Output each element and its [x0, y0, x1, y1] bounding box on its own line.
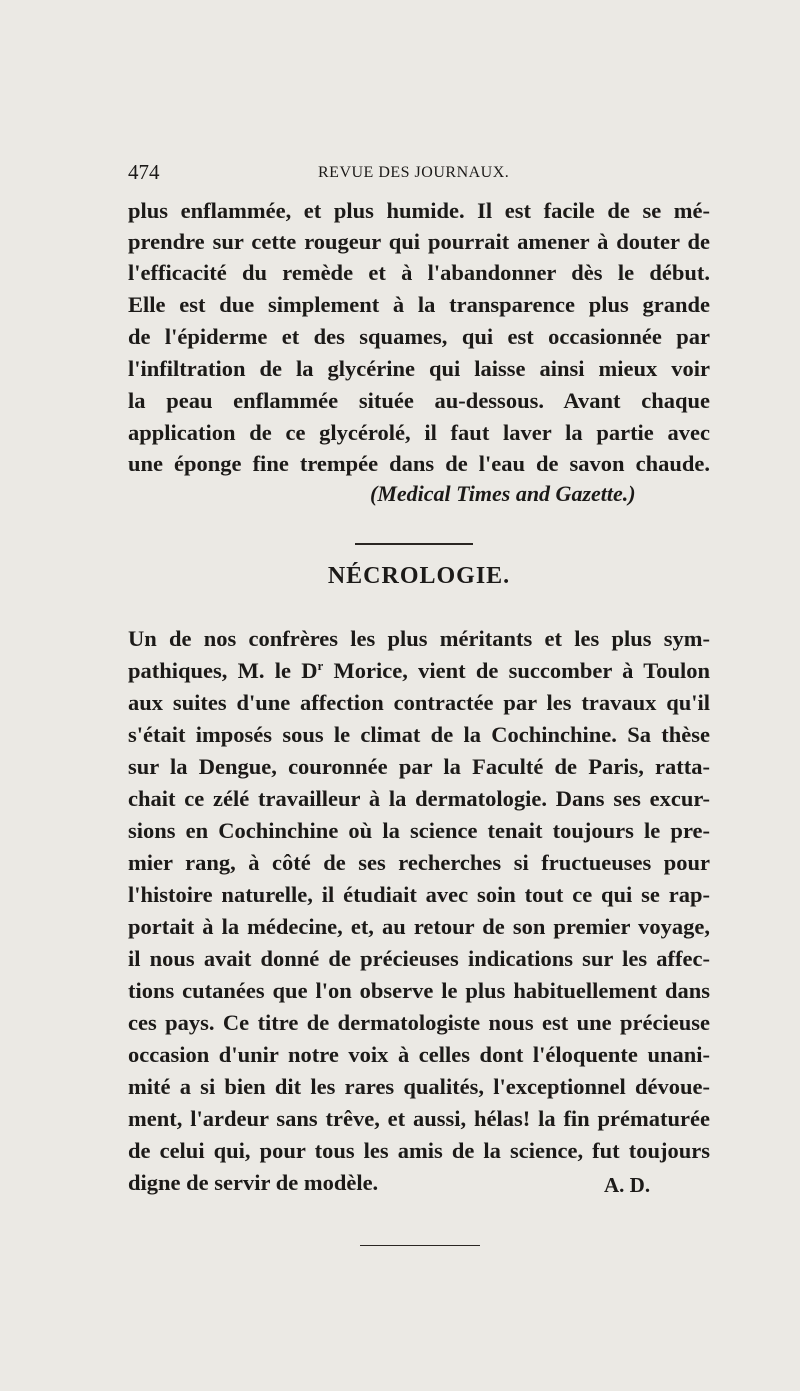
text-line: mité a si bien dit les rares qualités, l'exceptionnel dévoue- — [128, 1074, 710, 1099]
text-line: portait à la médecine, et, au retour de son premier voyage, — [128, 914, 710, 939]
text-line: occasion d'unir notre voix à celles dont l'éloquente unani- — [128, 1042, 710, 1067]
text-line: sions en Cochinchine où la science tenait toujours le pre- — [128, 818, 710, 843]
text-line: plus enflammée, et plus humide. Il est facile de se mé- — [128, 198, 710, 223]
text-line: aux suites d'une affection contractée par les travaux qu'il — [128, 690, 710, 715]
text-line: mier rang, à côté de ses recherches si fructueuses pour — [128, 850, 710, 875]
text-line: l'efficacité du remède et à l'abandonner dès le début. — [128, 260, 710, 285]
text-line: s'était imposés sous le climat de la Cochinchine. Sa thèse — [128, 722, 710, 747]
superscript: r — [317, 658, 324, 673]
text-line: la peau enflammée située au-dessous. Avant chaque — [128, 388, 710, 413]
running-head: REVUE DES JOURNAUX. — [318, 164, 510, 181]
text-line: digne de servir de modèle. — [128, 1170, 379, 1195]
divider-rule — [360, 1245, 480, 1246]
text-fragment: pathiques, M. le D — [128, 658, 318, 683]
text-line: chait ce zélé travailleur à la dermatologie. Dans ses excur- — [128, 786, 710, 811]
text-line: sur la Dengue, couronnée par la Faculté de Paris, ratta- — [128, 754, 710, 779]
text-line: ces pays. Ce titre de dermatologiste nous est une précieuse — [128, 1010, 710, 1035]
source-citation: (Medical Times and Gazette.) — [370, 481, 636, 506]
section-title: NÉCROLOGIE. — [327, 563, 511, 589]
text-line: ment, l'ardeur sans trêve, et aussi, hélas! la fin prématurée — [128, 1106, 710, 1131]
text-line: Elle est due simplement à la transparence plus grande — [128, 292, 710, 317]
text-line: application de ce glycérolé, il faut laver la partie avec — [128, 420, 710, 445]
text-line: l'histoire naturelle, il étudiait avec soin tout ce qui se rap- — [128, 882, 710, 907]
text-line: prendre sur cette rougeur qui pourrait amener à douter de — [128, 229, 710, 254]
text-line: de l'épiderme et des squames, qui est occasionnée par — [128, 324, 710, 349]
text-line: de celui qui, pour tous les amis de la science, fut toujours — [128, 1138, 710, 1163]
text-line: une éponge fine trempée dans de l'eau de savon chaude. — [128, 451, 710, 476]
divider-rule — [355, 543, 473, 545]
text-line — [128, 656, 710, 686]
signature: A. D. — [604, 1173, 651, 1197]
page-header — [128, 160, 710, 190]
text-fragment: Morice, vient de succomber à Toulon — [323, 658, 710, 683]
text-line: Un de nos confrères les plus méritants et les plus sym- — [128, 626, 710, 651]
page-number: 474 — [128, 160, 160, 184]
text-line: l'infiltration de la glycérine qui laisse ainsi mieux voir — [128, 356, 710, 381]
text-line: il nous avait donné de précieuses indications sur les affec- — [128, 946, 710, 971]
text-line: tions cutanées que l'on observe le plus habituellement dans — [128, 978, 710, 1003]
